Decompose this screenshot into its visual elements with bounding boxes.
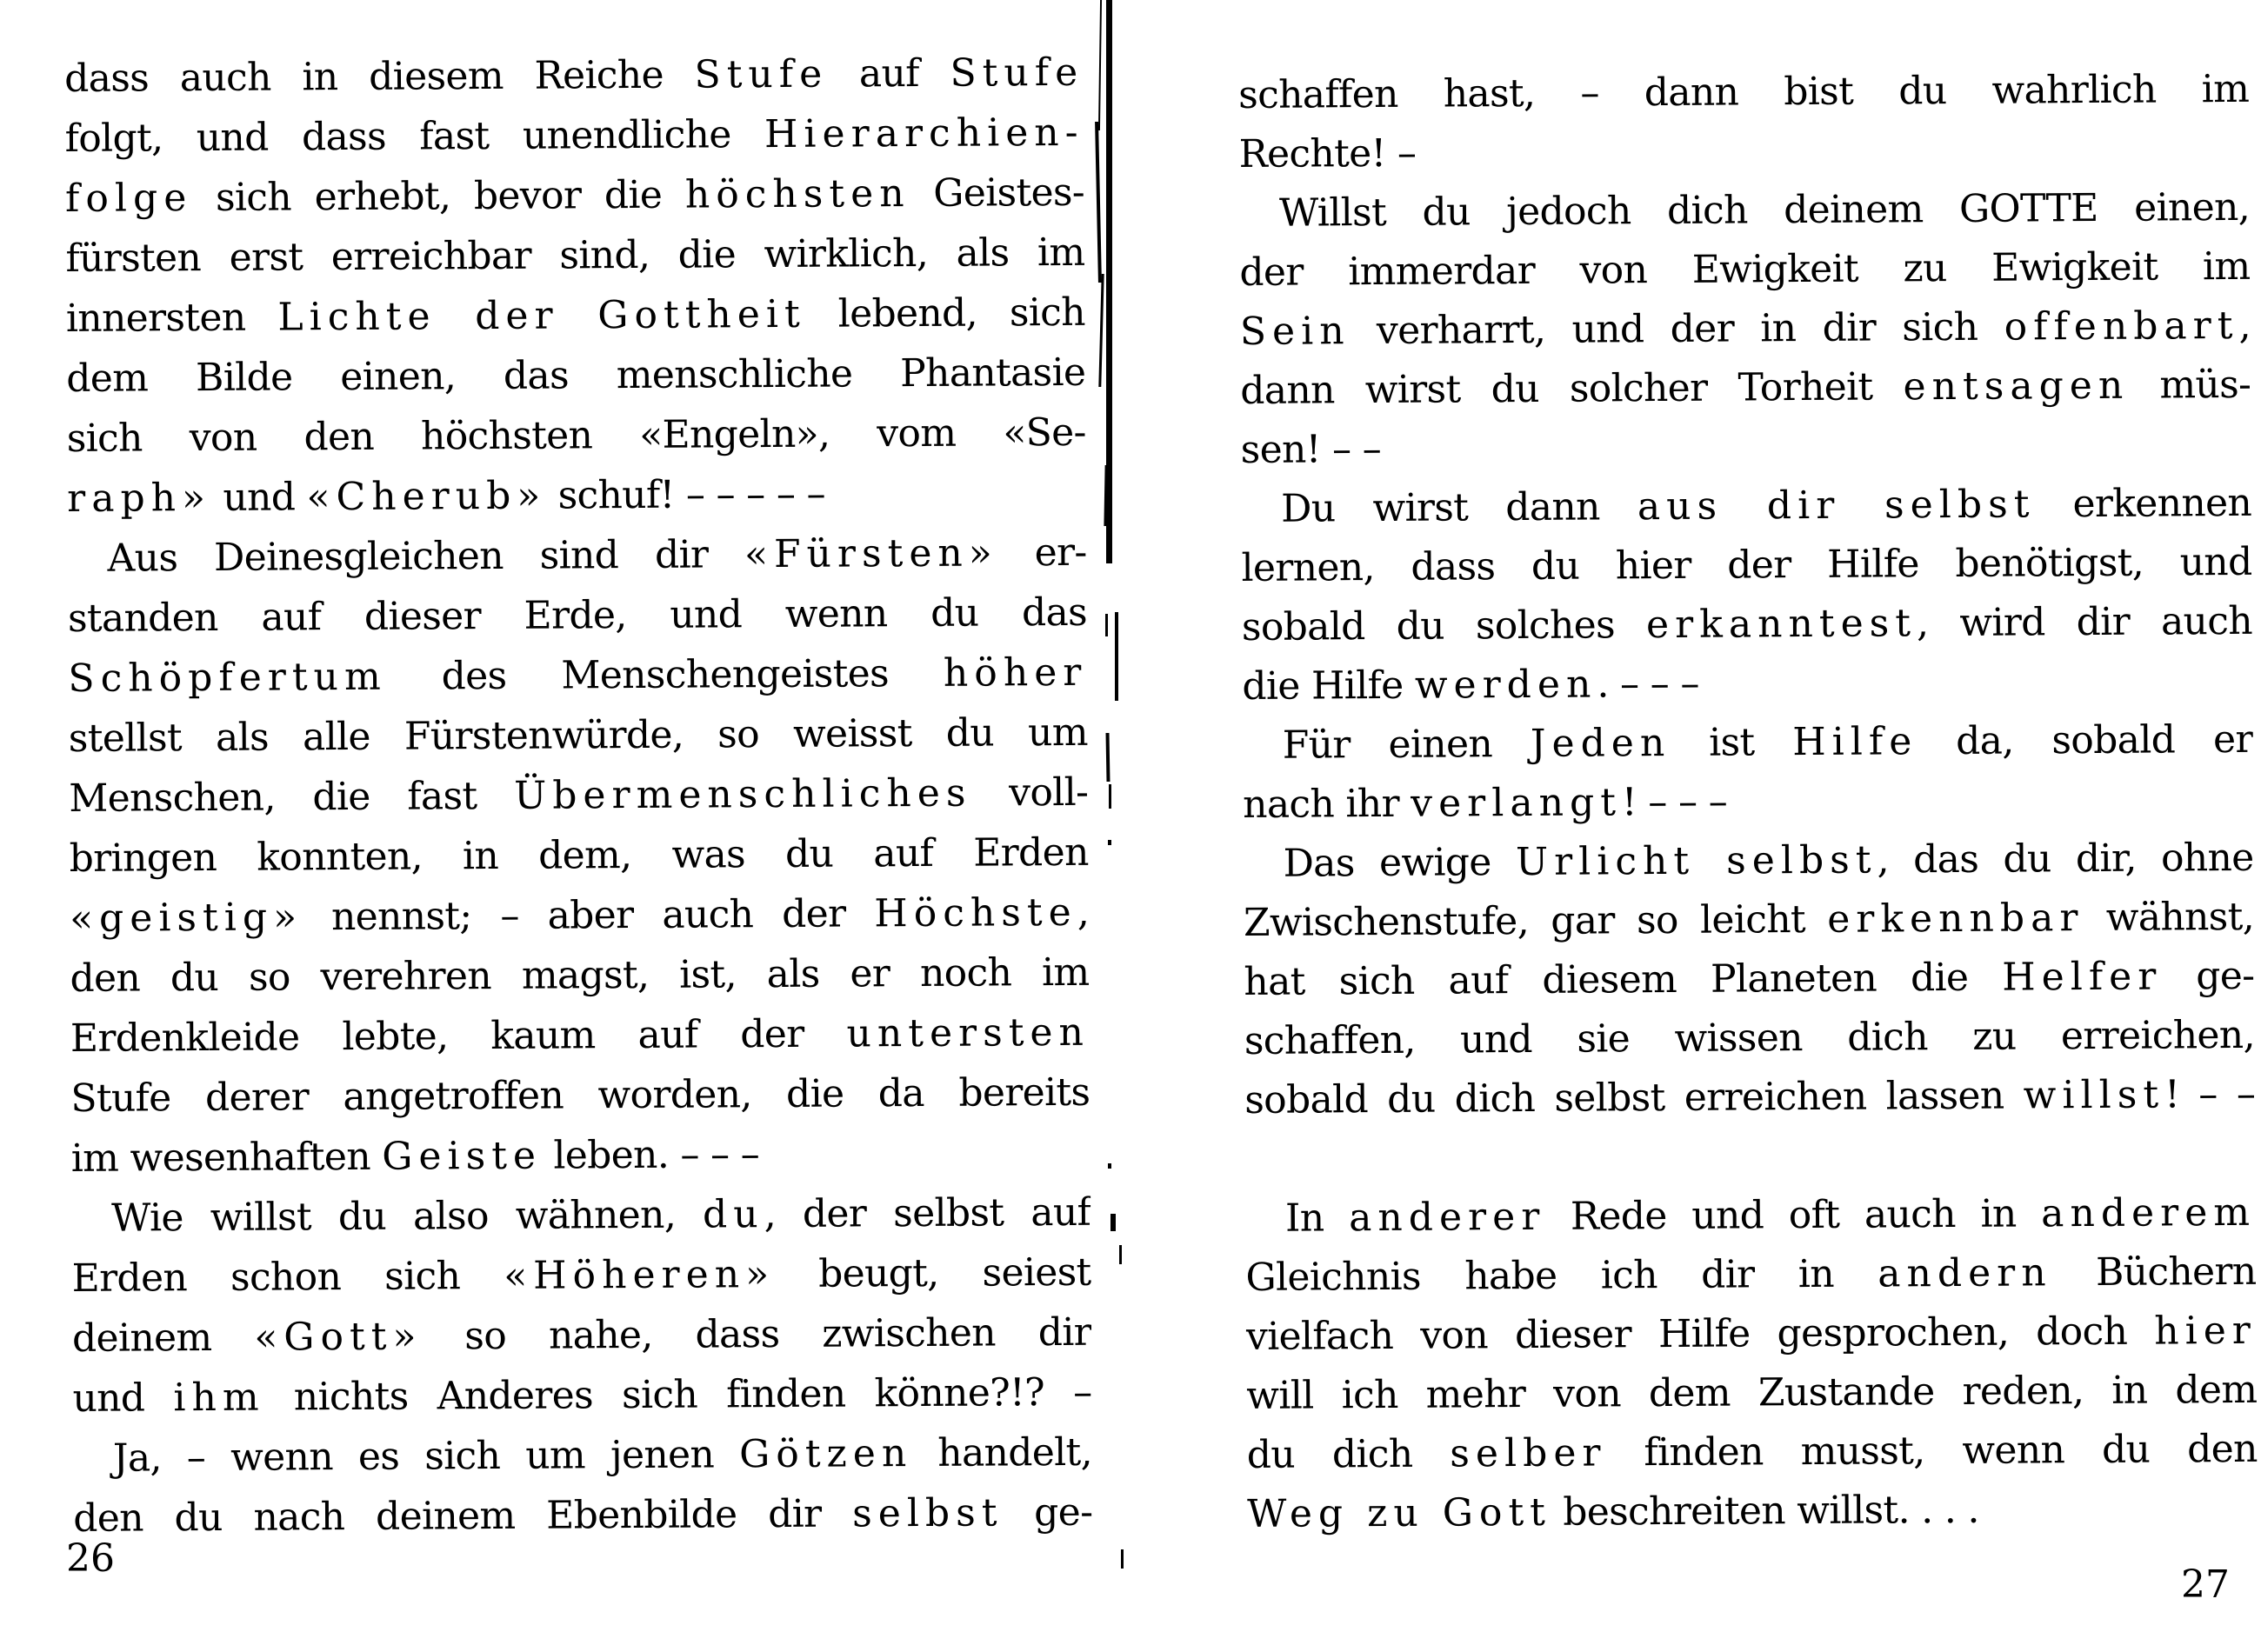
letterspaced-text: Urlicht selbst [1515, 837, 1877, 885]
text-line: Erden schon sich «Höheren» beugt, seiest [71, 1249, 1091, 1301]
text-line: nach ihr verlangt! – – – [1243, 779, 1728, 827]
text-line: Erdenkleide lebte, kaum auf der untersten [70, 1009, 1090, 1061]
text-line: folge sich erhebt, bevor die höchsten Geistes- [64, 170, 1085, 221]
gutter-speck-artifact [1108, 1163, 1111, 1169]
text-line: dann wirst du solcher Torheit entsagen müs- [1240, 362, 2251, 413]
letterspaced-text: «geistig» [69, 895, 303, 941]
text-line: «geistig» nennst; – aber auch der Höchste, [69, 889, 1090, 941]
letterspaced-text: «Fürsten» [744, 530, 998, 577]
gutter-scratch-artifact [1098, 0, 1102, 130]
text-line: lernen, dass du hier der Hilfe benötigst, und [1241, 539, 2252, 590]
text-line: Aus Deinesgleichen sind dir «Fürsten» er- [107, 530, 1087, 581]
page-number-left: 26 [66, 1536, 115, 1581]
text-line: im wesenhaften Geiste leben. – – – [70, 1132, 760, 1181]
letterspaced-text: Hilfe [1792, 719, 1918, 765]
text-line: stellst als alle Fürstenwürde, so weisst du um [68, 709, 1088, 761]
text-line: du dich selber finden musst, wenn du den [1246, 1426, 2258, 1477]
letterspaced-text: offenbart [2004, 303, 2239, 350]
text-line: Das ewige Urlicht selbst, das du dir, ohne [1283, 835, 2254, 886]
letterspaced-text: höher [943, 649, 1088, 696]
text-line: Gleichnis habe ich dir in andern Büchern [1245, 1249, 2257, 1300]
text-line: Menschen, die fast Übermenschliches voll- [69, 769, 1089, 821]
letterspaced-text: entsagen [1903, 363, 2130, 410]
letterspaced-text: folge [64, 176, 193, 221]
page-left-text-block [64, 43, 1093, 1549]
text-line: Du wirst dann aus dir selbst erkennen [1280, 480, 2252, 531]
letterspaced-text: erkennbar [1827, 896, 2084, 942]
letterspaced-text: hier [2154, 1308, 2258, 1354]
text-line: deinem «Gott» so nahe, dass zwischen dir [71, 1309, 1092, 1361]
letterspaced-text: werden [1414, 662, 1597, 708]
letterspaced-text: selber [1450, 1430, 1607, 1476]
letterspaced-text: untersten [846, 1009, 1090, 1056]
text-line: schaffen hast, – dann bist du wahrlich im [1238, 66, 2250, 117]
letterspaced-text: anderer [1348, 1194, 1546, 1241]
letterspaced-text: Übermenschliches [513, 770, 972, 818]
text-line: Willst du jedoch dich deinem GOTTE einen, [1278, 184, 2251, 236]
text-line: den du nach deinem Ebenbilde dir selbst ge- [73, 1489, 1093, 1541]
gutter-speck-artifact [1110, 1214, 1116, 1231]
letterspaced-text: ihm [173, 1375, 265, 1421]
text-line: Stufe derer angetroffen worden, die da bereits [70, 1069, 1090, 1121]
letterspaced-text: Schöpfertum [68, 654, 387, 701]
letterspaced-text: «Höheren» [504, 1252, 776, 1298]
text-line: Zwischenstufe, gar so leicht erkennbar wähnst, [1243, 894, 2255, 945]
letterspaced-text: du [702, 1192, 764, 1237]
text-line: will ich mehr von dem Zustande reden, in dem [1246, 1367, 2258, 1418]
text-line: innersten Lichte der Gottheit lebend, sich [65, 290, 1085, 341]
gutter-scratch-artifact [1109, 784, 1111, 809]
text-line: und ihm nichts Anderes sich finden könne?!? – [72, 1369, 1092, 1421]
text-line: standen auf dieser Erde, und wenn du das [67, 590, 1088, 641]
text-line: sich von den höchsten «Engeln», vom «Se- [66, 410, 1086, 461]
page-right-text-block [1238, 60, 2258, 1544]
gutter-scratch-artifact [1095, 122, 1102, 283]
text-line: Schöpfertum des Menschengeistes höher [68, 649, 1088, 701]
text-line: den du so verehren magst, ist, als er noch im [70, 949, 1090, 1001]
text-line: vielfach von dieser Hilfe gesprochen, doch hier [1245, 1308, 2258, 1359]
text-line: Wie willst du also wähnen, du, der selbst auf [111, 1189, 1091, 1241]
gutter-scratch-artifact [1106, 733, 1110, 782]
text-line: Sein verharrt, und der in dir sich offenbart, [1239, 303, 2251, 354]
gutter-scratch-artifact [1119, 1245, 1122, 1264]
text-line: bringen konnten, in dem, was du auf Erden [69, 829, 1089, 881]
gutter-scratch-artifact [1121, 1549, 1124, 1569]
text-line: der immerdar von Ewigkeit zu Ewigkeit im [1239, 243, 2251, 295]
text-line: Ja, – wenn es sich um jenen Götzen handelt, [112, 1429, 1093, 1481]
letterspaced-text: Geiste [382, 1133, 543, 1179]
letterspaced-text: erkanntest [1645, 601, 1918, 648]
gutter-scratch-artifact [1105, 614, 1108, 636]
text-line: raph» und «Cherub» schuf! – – – – – [67, 471, 826, 521]
letterspaced-text: andern [1877, 1250, 2052, 1296]
text-line: In anderer Rede und oft auch in anderem [1284, 1189, 2257, 1241]
gutter-speck-artifact [1108, 840, 1111, 845]
text-line: Weg zu Gott beschreiten willst. . . . [1247, 1487, 1979, 1536]
letterspaced-text: Götzen [739, 1431, 913, 1477]
letterspaced-text: Sein [1239, 309, 1351, 354]
text-line: dem Bilde einen, das menschliche Phantasie [66, 350, 1086, 401]
letterspaced-text: «Gott» [254, 1314, 423, 1360]
text-line: die Hilfe werden. – – – [1242, 661, 1699, 709]
gutter-line-artifact [1115, 612, 1118, 701]
letterspaced-text: raph» [67, 475, 212, 521]
text-line: sobald du dich selbst erreichen lassen willst! – – [1244, 1071, 2256, 1122]
letterspaced-text: verlangt [1411, 780, 1623, 826]
letterspaced-text: Helfer [2002, 954, 2163, 1000]
gutter-scratch-artifact [1098, 274, 1104, 387]
page-number-right: 27 [2181, 1562, 2230, 1607]
letterspaced-text: höchsten [684, 171, 910, 217]
letterspaced-text: anderem [2041, 1189, 2257, 1236]
letterspaced-text: Weg zu Gott [1247, 1489, 1552, 1536]
letterspaced-text: willst [2023, 1072, 2165, 1118]
letterspaced-text: selbst [851, 1490, 1004, 1536]
letterspaced-text: Stufe [950, 50, 1084, 96]
letterspaced-text: Lichte der Gottheit [277, 291, 806, 340]
text-line: hat sich auf diesem Planeten die Helfer ge- [1244, 953, 2255, 1004]
text-line: folgt, und dass fast unendliche Hierarchien- [64, 110, 1084, 161]
letterspaced-text: aus dir selbst [1637, 482, 2036, 530]
text-line: Für einen Jeden ist Hilfe da, sobald er [1282, 716, 2253, 768]
letterspaced-text: Hierarchien- [764, 110, 1084, 157]
text-line: fürsten erst erreichbar sind, die wirklich, als im [65, 230, 1085, 281]
text-line: sobald du solches erkanntest, wird dir auch [1241, 598, 2253, 649]
text-line: Rechte! – [1238, 130, 1417, 177]
text-line: sen! – – [1240, 427, 1382, 472]
letterspaced-text: Höchste [874, 889, 1077, 936]
letterspaced-text: «Cherub» [306, 473, 547, 520]
text-line: dass auch in diesem Reiche Stufe auf Stufe [64, 50, 1084, 101]
letterspaced-text: Stufe [694, 51, 829, 97]
text-line: schaffen, und sie wissen dich zu erreichen, [1244, 1012, 2255, 1063]
letterspaced-text: Jeden [1530, 720, 1671, 766]
